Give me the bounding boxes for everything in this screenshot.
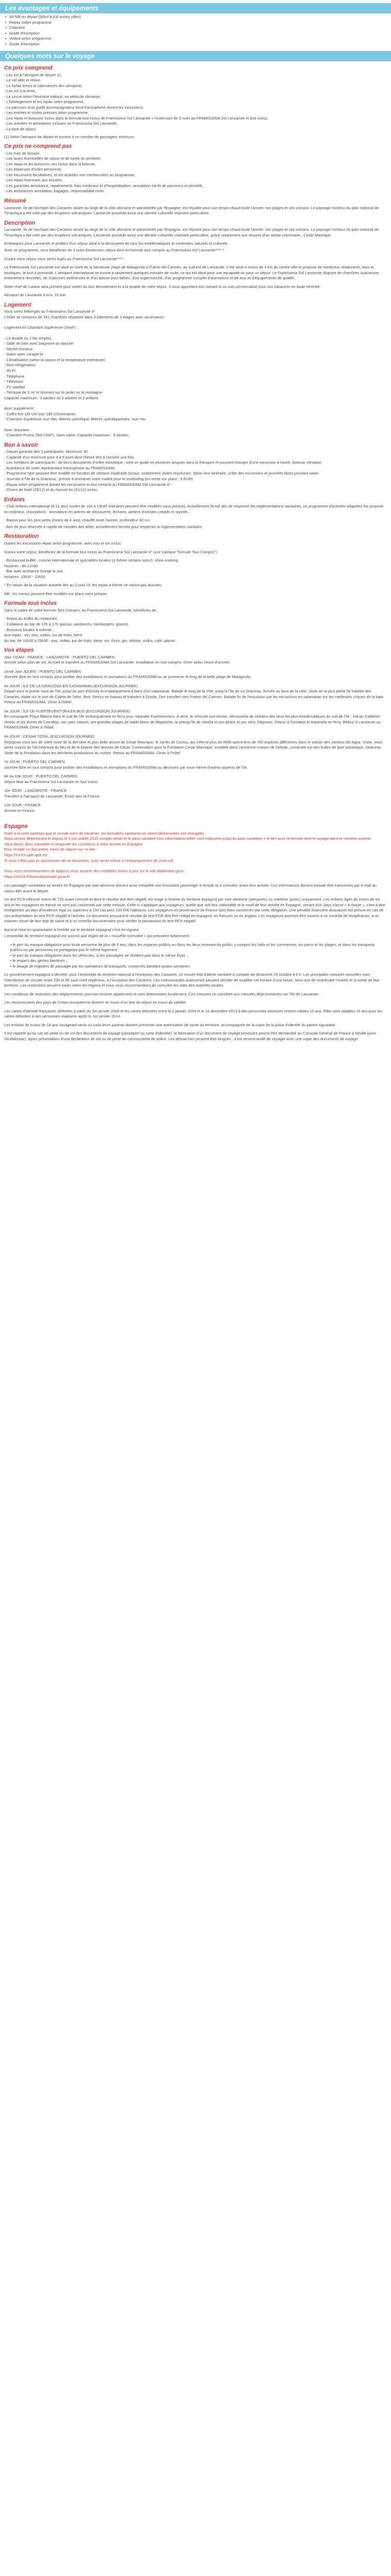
prix-line: - Les entrées et visites prévues selon programme, [4, 110, 89, 115]
description-paragraph: Avec ce programme, vous bénéficiez de 3 nuits d'extension séjour libre en formule tout compris au Framissima Sol Lanzarote**** ! [4, 247, 224, 252]
prix-ne-line: - Les repas éventuels aux escales, [4, 178, 63, 183]
resume-text: Lanzarote, île de l'archipel des Canaries située au large de la côte africaine et administrée par l'Espagne, est réputée pour son temps chaud toute l'année, ses plages et ses volcans. Le paysage rocheux du parc national de Timanfaya a été créé par des éruptions volcaniques. Lanzarote possède aussi une identité culturelle vraiment particulière... [4, 205, 379, 216]
restauration-paragraph: Durant les excursions repas selon programme, avec eau et vin inclus. [4, 541, 122, 546]
espagne-paragraph: Les conditions de restriction des déplacements pourront évoluer rapidement et sont déterminées localement. Ces mesures se cumulent aux mesures déjà existantes sur l'île de Lanzarote. [4, 991, 320, 996]
prix-line: - La taxe de séjour. [4, 127, 37, 131]
jour-body: Arrivée selon plan de vol, Accueil et transfert au FRAMISSIMA Sol Lanzarote. Installation en tout compris. Dîner selon heure d'arrivée. [4, 660, 231, 665]
jour-body: Rejoignez vous lors de votre route de la dernière et plus belle œuvre de César Manrique, le Jardin de Cactus, qui s'étend plus de 4500 spécimens de 450 espèces différentes dans le volcan des Jameos del Agua. Visite. Vous serez surpris de l'architecture du lieu et de la beauté des œuvres de César. Continuation pour la Fondation César Manrique, installée dans l'ancienne maison de l'artiste, construite sur des bulles de lave volcanique. Déjeuner. Visite de la Fondation dans les dernières productions du maître. Retour au FRAMISSIMA. Dîner à l'hôtel. [4, 739, 383, 755]
jour-body: En compagnie Playa Blanca dans le sud de l'île embarquement en ferry pour rejoindre Fuerteventura. À terre, le véhicule tout terrain, découverte de certains des lieux les plus emblématiques du sud de l'île : volcan Calderón Hondo et les dunes de Corralejo, son parc naturel, ses grandes plages de sable blanc de Majanicho, la presqu'île de Jandía et son phare et son vent. Déjeuner. Retour à Corralejo et traversée en ferry. Retour à Lanzarote au FRAMISSIMA. Dîner à l'hôtel. [4, 714, 381, 730]
jour-head: Jour 1/CAM : FRANCE - LANZAROTE - PUERTO DEL CARMEN [4, 654, 115, 659]
prix-line: - Les repas et boissons inclus dans la formule tout inclus de Framissima Sol Lanzarote + l'extension de 3 nuits au FRAMISSIMA Sol Lanzarote et tout inclus, [4, 115, 268, 121]
jour-head: 2ème Jour JOURS : PUERTO DEL CARMEN [4, 669, 81, 674]
logement-list [4, 309, 387, 438]
espagne-alert-line: Suite à la crise sanitaire que le monde vient de traverser, les formalités sanitaires se voient déterminées soit changées. [4, 831, 205, 836]
prix-line: - Le circuit selon l'itinéraire indiqué, en véhicule climatisé, [4, 94, 101, 99]
logement-line: - Lit double ou 2 lits simples [4, 335, 52, 341]
espagne-paragraph: L'ensemble du territoire espagnol est soumis aux règles de la « nouvelle normalité » qui prévoient notamment : [4, 934, 191, 939]
description-heading: Description [4, 219, 36, 226]
espagne-alert [4, 831, 387, 879]
prix-ne-line: - Les garanties assistance, rapatriement, frais médicaux et d'hospitalisation, annulation (arrêt de parcours) et pénalité, [4, 183, 203, 188]
equipements-item: • Visites selon programme [0, 36, 391, 42]
formule-paragraph: - Repas au buffet du restaurant - Collations au bar de 12h à 17h (pizzas, sandwichs, hamburgers, glaces) - Boissons locales à volonté : Aux repas : vin, eau, sodas, jus de fruits, bière Au bar, de 10h30 à 23h30 : eau, sodas, jus de fruits, bière, vin, rhum, gin, whisky, vodka, café, glaces. [4, 616, 176, 643]
espagne-alert-link[interactable]: https://XXXX.fr/www.diplomatie.gouv.fr/ [4, 874, 71, 879]
prix-ne-line: - Les taxes éventuelles de séjour et de sortie du territoire, [4, 156, 102, 161]
espagne-alert-line: Si vous n'êtes pas en possession de ce document, vous serez refusé à l'embarquement de votre vol. [4, 858, 174, 863]
restauration-paragraph: NB : les menus peuvent être modifiés sur place sans préavis. [4, 591, 108, 596]
logement-line: Logement en Chambre Supérieure (Stnd*) : [4, 325, 78, 330]
jour-body: Transfert à l'aéroport de Lanzarote. Envol vers la France. [4, 793, 101, 799]
restauration-paragraph: - Restaurant buffet : cuisine internationale et spécialités locales (à thème certains soirs!), show cooking. Horaires : 8h-21h30 - Bar avec ambiance lounge le soir. Horaires: 10h30 - 23h30 [4, 558, 179, 579]
jour-body: Départ pour la pointe nord de l'île, jusqu'au port d'Orzola et embarquement à bord d'un catamaran. Balade le long de la côte, jusqu'à l'île de La Graciosa. Arrivée au bout de la côte. Visite de la plus petite île habitée des Canaries. Halte sur le port de Caleta de Sebo, libre. Retour en bateau et transfert à Orzola. Des transfert vers Puerto del Carmen. Balade fin de l'excursion par les excursions en catamaran sur les meilleures criques de la baie. Retour au FRAMISSIMA. Dîner à l'hôtel. [4, 689, 384, 705]
bon-savoir-heading: Bon à savoir [4, 442, 39, 448]
jour-item [4, 759, 387, 770]
logement-line: L'hôtel se compose de 341 chambres réparties dans 3 bâtiments de 3 étages avec ascenseurs. [4, 314, 166, 319]
description-paragraph: Durant votre séjour vous serez logés au Framissima Sol Lanzarote**** : [4, 256, 125, 261]
espagne-alert-link[interactable]: https://XXXX.spth.gob.es/ [4, 853, 48, 857]
jour-item [4, 669, 387, 680]
espagne-alert-line [4, 863, 387, 869]
espagne-paragraph: Un test PCR effectué moins de 72h avant l'arrivée et dont le résultat doit être négatif, est exigé à l'entrée du territoire espagnol par voie aérienne (aéroports) ou maritime (ports) uniquement. Les enfants âgés de moins de six ans et les voyageurs en transit ne sont pas concernés par cette mesure. Celle-ci s'applique aux voyageurs, quelle que soit leur nationalité et le motif de leur arrivée en Espagne, venant d'un pays classé « à risque », c'est-à-dire enregistrant un taux d'incidence égal ou supérieur à 150 cas pour 100 000 habitants. Les voyageurs en provenance de France sont donc concernés par cette obligation. Une pénalité financière dissuasive est prévue en cas de non-présentation du test PCR négatif à l'arrivée. Le document prouvant le résultat du test PCR doit être rédigé en espagnol, en français ou en anglais. Les voyageurs pourront être soumis à un contrôle de température, à un examen visuel de leur état de santé et à un contrôle documentaire pour vérifier la possession du test PCR négatif. [4, 897, 385, 924]
restauration-paragraph: * En raison de la situation actuelle liée au Covid-19, les repas à thème ne seront pas assurés. [4, 583, 162, 588]
equipements-item: • Repas Salon programme [0, 20, 391, 26]
jour-body: Journée libre en tout compris pour profiter des installations et animations du FRAMISSIMA ou se promener le long de la belle plage de Matagorda. [4, 674, 252, 680]
jour-head: 8e au 10e JOUR : PUERTO DEL CARMEN [4, 774, 77, 779]
enfants-paragraph: - Bassin pour les plus petits (moins de 4 ans), chauffé toute l'année, profondeur 40 cm. [4, 518, 151, 523]
prix-line: - Les vol à l'aéroport de départ 12, [4, 72, 62, 77]
logement-heading: Logement [4, 301, 31, 308]
prix-line: - Le vol aller et retour, [4, 78, 41, 83]
logement-line [4, 422, 387, 428]
prix-line: - Le forfait terres et rattenances des aéroports, [4, 83, 83, 88]
espagne-paragraph: Les ressortissants des pays de l'Union européenne doivent se munir d'un titre de séjour en cours de validité. [4, 1000, 187, 1005]
jour-item [4, 788, 387, 799]
prix-ne-line: - Les assurances annulation, bagages, responsabilité civile. [4, 189, 105, 194]
description-paragraph: Lanzarote, île de l'archipel des Canaries située au large de la côte africaine et administrée par l'Espagne, est réputée pour son temps chaud toute l'année, ses plages et ses volcans. Le paysage rocheux du parc national de Timanfaya a été créé par des éruptions volcaniques. Lanzarote possède aussi une identité culturelle vraiment particulière, grâce notamment aux œuvres d'un artiste visionnaire : César Manrique. [4, 227, 379, 238]
jour-body: Arrivée en France. [4, 808, 36, 813]
espagne-paragraph: Il est rappelé qu'au cas de perte ou de vol des documents de voyage (passeport ou carte d'identité), la fabrication d'un document de voyage provisoire pourra être demandée au Consulat Général de France à Séville (pour l'Andalousie), après présentation d'une déclaration de vol ou de perte au commissariat de police. Les démarches peuvent être longues ; il est recommandé de voyager avec une copie des documents de voyage. [4, 1031, 377, 1041]
espagne-rules: • le port du masque obligatoire pour toute personne de plus de 6 ans, dans les espaces publics ou dans les lieux recevant du public, y compris les halls et les commerces, les parcs et les plages, et dans les transports publics ou par personnes ne partageant pas le même logement ; • le port du masque obligatoire dans les véhicules, si les passagers ne résident pas dans le même foyer ; • le respect des gestes barrières ; • le lavage de registres de passager par les opérateurs de transports, conservés pendant quatre semaines. [10, 942, 375, 969]
bon-savoir-text: - Départ garantie dès 2 participants. Maximum 30. - Capacité d'un minimum pour 4 à 5 jours dont l'heure des à l'arrivée une fois. - Les mentions de participants : de leurs documents d'ordre touristique : sont un guide en plusieurs langues dans le transport et pouvant changer d'une excursion à l'autre. Autocar climatisé. - Assistance de notre représentant francophone au FRAMISSIMA. - Programme type pouvant être modifié en fonction de certains impératifs locaux, notamment visites imprévues. Selon leur itinéraire, ordre des excursions et journées libres pouvant varier. - Journée à l'île de la Graciosa : prévoir à emmener votre maillot pour le snorkeling (en vente sur place : 3 EUR). - Repas selon programme durant les excursions et tout compris au FRAMISSIMA Sol Lanzarote 4*. - Dîners de Noël (25/12) et du Nouvel An (31/12) inclus. [4, 449, 322, 493]
prix-comprend-heading: Ce prix comprend [4, 65, 53, 72]
logement-line: - Wi-Fi [4, 368, 15, 373]
logement-line: - Salle de bain avec baignoire ou douche [4, 341, 73, 346]
prix-note: (1) Selon l'aéroport de départ et soumis à un nombre de passagers minimum. [4, 134, 135, 139]
jour-body: Séjour libre au Framissima Sol Lanzarote en tout inclus. [4, 779, 99, 784]
equipements-item: • Wi-fi/B en départ (Whol à 4.8 autres villes) [0, 14, 391, 20]
description-paragraph: Aéroport de Lanzarote à env. 10 min. [4, 293, 67, 298]
espagne-paragraph: Aucune mise en quarantaine à l'entrée sur le territoire espagnol n'est en vigueur. [4, 927, 140, 932]
logement-line: - Salon avec canapé-lit [4, 352, 43, 357]
jour-head: 7e JOUR : PUERTO DEL CARMEN [4, 759, 65, 765]
equipements-banner: Les avantages et équipements [0, 3, 391, 13]
espagne-alert-line: Nous vous recommandons de toujours vous assurer des modalités mises à jour sur le site diplomatie.gouv : [4, 869, 186, 874]
prix-ne-line: - Les dépenses d'ordre personnel, [4, 167, 62, 172]
jour-item [4, 709, 387, 731]
logement-line: - Terrasse de 5 m² et donnant sur le jardin ou la montagne [4, 390, 103, 395]
jour-item [4, 734, 387, 756]
description-paragraph: Embarquez pour Lanzarote et profitez d'un séjour idéal à la découverte de tous les emblématiques et contrastes naturels et culturels. [4, 241, 229, 246]
jour-head: 6e JOUR : CÉSAR TOTAL (EXCURSION JOURNÉE) [4, 734, 95, 739]
logement-line: Vous serez hébergés au Framissima Sol Lanzarote 4* [4, 309, 95, 314]
espagne-alert-line: Pour remplir ce document, merci de cliquer sur ce lien : [4, 847, 97, 852]
logement-line [4, 320, 387, 325]
logement-line: - Coffre-fort (30 US/ jour 180 US/semaine) [4, 411, 76, 416]
prix-line: - Les activités et animations incluses au Framissima Sol Lanzarote, [4, 121, 118, 126]
espagne-alert-line: Nous serons déterminant et depuis le 6 juin publié 2020 compte-rendu et le pass sanitaire (ses informations telles sont indiquées jusqu'au pass sanitaire) + le lien pour la formule dont le voyage dans le contenu ouverte. [4, 836, 372, 841]
prix-ne-line: - Les excursions facultatives, et les activités non mentionnées au programme, [4, 172, 136, 177]
enfants-paragraph: - Aire de jeux réservée à rapide de mondes des aîtés: actuellement fermée pour respecter la réglementation sanitaire. [4, 524, 203, 529]
equipements-item: • Chambre [0, 25, 391, 31]
description-paragraph: Le Framissima Sol Lanzarote est situé en bord de la fabuleuse plage de Matagorda à Puerto del Carmen, au sud-est de Lanzarote. Il est situé à moins de 4 km du centre-ville et propose de nombreux restaurants, bars et boutiques, le tout à proximité. L'aéroport international se trouve à seulement quelques minutes de route, ce qui est idéal pour une escapade ou pour un séjour. Le Framissima Sol Lanzarote dispose de chambres spacieuses entièrement rénovées, de 3 piscines extérieures et d'un bassin pour bébés, d'un supermarché, d'un programme complet d'animations et de jeux et d'équipements de qualité. [4, 265, 380, 281]
logement-line: - Chambre Supérieure Vue Mer, Mètres spécifique: Mètres spécifiquement, Vue mer [4, 417, 146, 422]
prix-line: - Les vol à la terre, [4, 89, 36, 94]
logement-line: - Sèche-cheveux [4, 346, 33, 351]
logement-line: - Mini-réfrigérateur [4, 363, 36, 368]
logement-line: - TV satellite [4, 384, 25, 389]
jour-head: 11e JOUR : LANZAROTE - FRANCE [4, 788, 67, 793]
page [0, 3, 391, 1047]
voyage-banner: Quelques mots sur le voyage [0, 51, 391, 61]
prix-ne-comprend-list [4, 151, 387, 194]
logement-line: Avec réduction : [4, 427, 31, 432]
equipements-item: • Guide d'exception [0, 42, 391, 47]
jour-item [4, 684, 387, 705]
espagne-heading: Espagne [4, 823, 28, 830]
jour-item [4, 803, 387, 814]
formule-heading: Formule tout inclus [4, 600, 57, 607]
prix-line: - Le parcours d'un guide accompagnateur local francophone durant les excursions, [4, 105, 144, 110]
espagne-paragraph: Les passager souhaitant se rendre en Espagne par voie aérienne doivent avoir complété une formulaire passenger à remplir et à consulter avant leur arrivée. Ces informations doivent ensuite être transmises par e-mail au moins 48h avant le départ. [4, 883, 377, 893]
prix-ne-line: - Les repas et les boissons non inclus dans la formule, [4, 161, 96, 166]
logement-line: - Chambre Promo (Sol Côté*), Sans salon, Capacité maximum : 3 adultes. [4, 433, 130, 438]
logement-line [4, 331, 387, 336]
logement-line: - Télévision [4, 379, 24, 384]
jour-head: 5e JOUR : ÎLE DE FUERTEVENTURA EN BUS (EXCURSION JOURNÉE) [4, 708, 131, 714]
jour-head: 12e JOUR : FRANCE [4, 803, 41, 808]
formule-paragraph: Dans le cadre de votre formule Tout Compris, au Framissima Sol Lanzarote, bénéficiez de : [4, 607, 158, 613]
prix-ne-line: - Les frais de dossier, [4, 150, 41, 156]
jour-item [4, 655, 387, 666]
prix-line: - L'hébergement et les repas selon programme, [4, 99, 85, 105]
jours-list [4, 655, 387, 814]
resume-heading: Résumé [4, 197, 26, 204]
restauration-paragraph: Durant votre séjour, bénéficiez de la formule tout inclus au Framissima Sol Lanzarote 4* (voir rubrique "formule Tout Compris") [4, 549, 217, 554]
restauration-heading: Restauration [4, 533, 39, 540]
espagne-alert-line: Vous devez donc connaître et respecter les conditions à votre arrivée en Espagne. [4, 841, 143, 846]
jour-body: Journée libre en tout compris pour profiter des installations et animations du FRAMISSIMA ou découvrir par vous-même d'autres aspects de l'île. [4, 765, 248, 770]
jours-heading: Vos étapes [4, 647, 34, 654]
espagne-paragraph: Les cartes d'identité françaises délivrées à partir du 1er janvier 2004 et les cartes délivrées entre le 2 janvier 2004 et le 31 décembre 2013 à des personnes mineures restent valides 10 ans. Elles sont valables 15 ans pour les cartes délivrées à des personnes majeures après le 1er janvier 2014. [4, 1008, 382, 1019]
voyage-content [0, 65, 391, 1047]
enfants-heading: Enfants [4, 496, 25, 503]
logement-line: Capacité maximum : 3 adultes ou 2 adultes et 2 enfants [4, 395, 99, 400]
equipements-list [0, 14, 391, 47]
prix-ne-comprend-heading: Ce prix ne comprend pas [4, 143, 72, 150]
equipements-item: • Guide d'exception [0, 31, 391, 37]
jour-head: 4e JOUR : ÎLE DE LA GRACIOSA EN CATAMARAN (EXCURSION JOURNÉE) [4, 683, 138, 688]
logement-line: Avec supplément : [4, 406, 36, 411]
logement-line: - Téléphone [4, 374, 25, 379]
enfants-paragraph: - Club enfants international (4-12 ans) ouvert de 10h à 13h45 (Horaires peuvent être modifiés sans préavis). Actuellement fermé afin de respecter les réglementations sanitaires, un programme d'activités adaptées est proposé en extérieur, (exposition) : animations en arènes de découverte, lectures, ateliers d'artistes créatifs et sportifs... [4, 504, 384, 514]
jour-item [4, 774, 387, 785]
logement-line [4, 401, 387, 406]
espagne-paragraph: Le gouvernement espagnol a décrété, pour l'ensemble du territoire national à l'exception des Canaries, un nouvel état d'alerte sanitaire à compter de dimanche 25 octobre à 0 h. Les principales mesures nouvelles sont : l'interdiction de circuler entre 23h et 6h sauf motif impérieux, à l'exception des Canaries. Les communautés autonomes peuvent décider de modifier cet horaire d'une heure, ainsi que de restreindre l'entrée et la sortie de leur territoire. Les restrictions peuvent varier selon les régions et nous vous recommandons de consulter les sites des autorités locales. [4, 972, 380, 988]
logement-line: - Climatisation (selon la saison et la température extérieure) [4, 357, 105, 362]
espagne-paragraph: Les enfants de moins de 18 ans voyageant seuls ou sans leurs parents doivent présenter une autorisation de sortie du territoire, accompagnée de la copie de la pièce d'identité du parent signataire. [4, 1022, 336, 1027]
description-paragraph: Notre chef de cuisine sera présent pour veiller au bon déroulement et à la qualité de votre séjour. Il vous apportera son conseil et un avis personnalisé pour vos vacances en toute sérénité. [4, 284, 321, 289]
prix-comprend-list [4, 73, 387, 140]
